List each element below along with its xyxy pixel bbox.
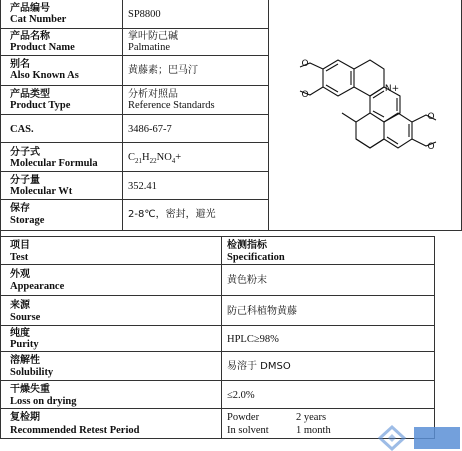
row-product-type (0, 86, 269, 115)
retest-powder-duration: 2 years (296, 412, 327, 423)
purity-value: HPLC≥98% (227, 334, 279, 345)
row-cas (0, 115, 269, 143)
retest-solvent-label: In solvent (227, 425, 269, 436)
row-source (0, 296, 435, 326)
palmatine-structure-diagram (270, 25, 458, 180)
oxygen-label-1: O (301, 59, 309, 69)
retest-label-zh: 复检期 (10, 412, 40, 423)
cat-number-label-zh: 产品编号 (10, 3, 50, 14)
row-product-name (0, 29, 269, 56)
appearance-label-en: Appearance (10, 281, 65, 292)
row-solubility (0, 352, 435, 381)
row-cat-number (0, 0, 269, 29)
row-loss-on-drying (0, 381, 435, 409)
retest-label-en: Recommended Retest Period (10, 425, 140, 436)
purity-label-zh: 纯度 (10, 328, 30, 339)
cat-number-label-en: Cat Number (10, 14, 67, 25)
product-name-value-zh: 掌叶防己碱 (128, 31, 178, 42)
product-type-value-zh: 分析对照品 (128, 89, 178, 100)
cas-label: CAS. (10, 124, 34, 135)
product-name-value-en: Palmatine (128, 42, 170, 53)
test-header-en: Test (10, 252, 29, 263)
appearance-label-zh: 外观 (10, 269, 30, 280)
storage-label-en: Storage (10, 215, 45, 226)
oxygen-label-4: O (427, 142, 435, 152)
loss-value: ≤2.0% (227, 390, 255, 401)
row-storage (0, 200, 269, 231)
row-also-known-as (0, 56, 269, 86)
spec-header-zh: 检测指标 (227, 240, 267, 251)
spec-header-en: Specification (227, 252, 285, 263)
product-type-label-en: Product Type (10, 100, 71, 111)
storage-value: 2-8℃，密封，避光 (128, 209, 216, 220)
storage-label-zh: 保存 (10, 203, 30, 214)
purity-label-en: Purity (10, 339, 39, 350)
alias-label-en: Also Known As (10, 70, 79, 81)
weight-label-zh: 分子量 (10, 175, 40, 186)
source-value: 防己科植物黄藤 (227, 306, 297, 317)
solubility-label-zh: 溶解性 (10, 355, 40, 366)
formula-label-en: Molecular Formula (10, 158, 98, 169)
source-label-zh: 来源 (10, 300, 30, 311)
alias-value: 黄藤素；巴马汀 (128, 65, 198, 76)
lower-header-row (0, 237, 435, 265)
watermark-logo (370, 424, 462, 451)
loss-label-en: Loss on drying (10, 396, 77, 407)
structure-bonds (300, 60, 436, 148)
row-purity (0, 326, 435, 352)
row-appearance (0, 265, 435, 296)
formula-label-zh: 分子式 (10, 147, 40, 158)
solubility-value: 易溶于 DMSO (227, 361, 291, 372)
row-molecular-formula (0, 143, 269, 172)
row-molecular-weight (0, 172, 269, 200)
cas-value: 3486-67-7 (128, 124, 172, 135)
appearance-value: 黄色粉末 (227, 275, 267, 286)
formula-value: $C_{21}H_{22}NO_4+$ (128, 152, 182, 166)
source-label-en: Sourse (10, 312, 41, 323)
oxygen-label-2: O (301, 90, 309, 100)
weight-label-en: Molecular Wt (10, 186, 73, 197)
product-name-label-en: Product Name (10, 42, 75, 53)
test-header-zh: 项目 (10, 240, 30, 251)
structure-labels (301, 59, 434, 152)
loss-label-zh: 干燥失重 (10, 384, 50, 395)
alias-label-zh: 别名 (10, 59, 30, 70)
nitrogen-cation-label: N+ (384, 84, 400, 94)
retest-powder-label: Powder (227, 412, 260, 423)
structure-bottom-border (268, 230, 462, 231)
solubility-label-en: Solubility (10, 367, 54, 378)
product-type-label-zh: 产品类型 (10, 89, 50, 100)
weight-value: 352.41 (128, 181, 157, 192)
retest-solvent-duration: 1 month (296, 425, 331, 436)
product-type-value-en: Reference Standards (128, 100, 215, 111)
oxygen-label-3: O (427, 112, 435, 122)
cat-number-value: SP8800 (128, 9, 161, 20)
product-name-label-zh: 产品名称 (10, 31, 50, 42)
